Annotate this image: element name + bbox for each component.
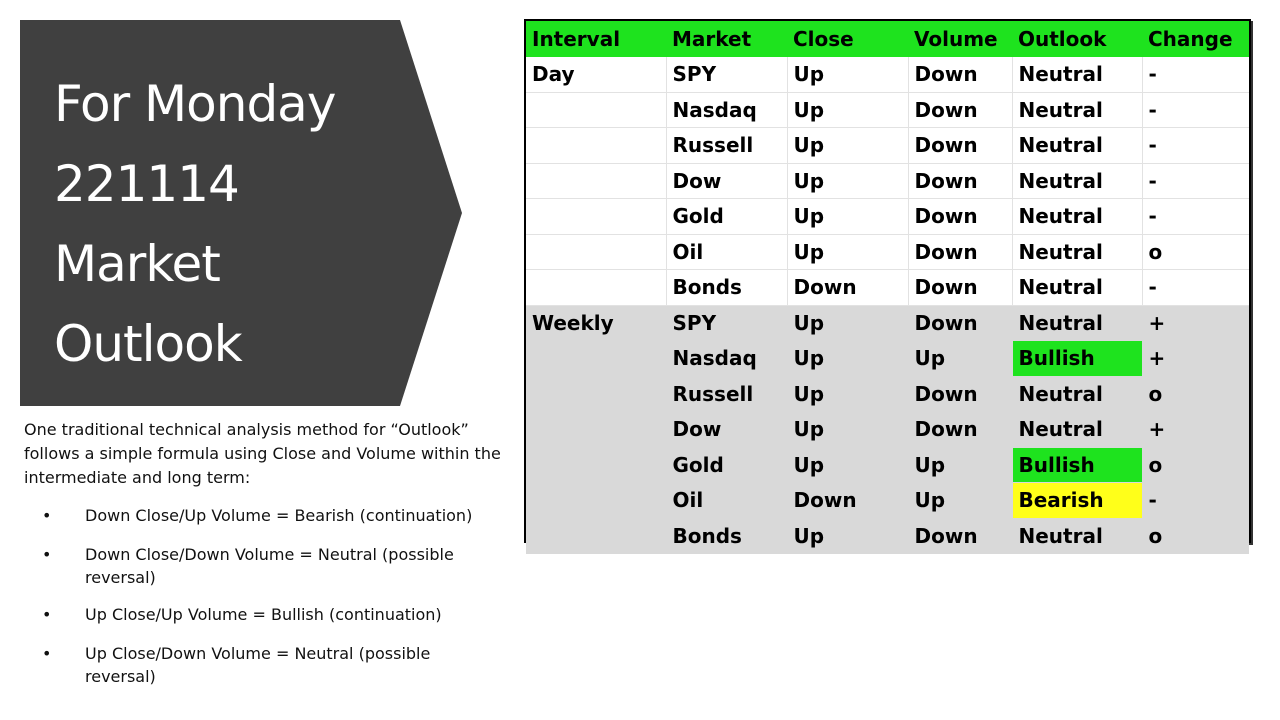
cell-close: Down — [787, 483, 908, 519]
cell-outlook: Neutral — [1012, 234, 1142, 270]
cell-market: Gold — [666, 199, 787, 235]
column-header-change: Change — [1142, 21, 1249, 57]
cell-close: Up — [787, 234, 908, 270]
cell-market: SPY — [666, 305, 787, 341]
cell-volume: Down — [908, 234, 1012, 270]
cell-interval — [526, 518, 666, 554]
cell-close: Up — [787, 57, 908, 92]
cell-outlook: Neutral — [1012, 57, 1142, 92]
cell-market: Nasdaq — [666, 341, 787, 377]
cell-interval — [526, 128, 666, 164]
cell-change: + — [1142, 341, 1249, 377]
cell-interval — [526, 163, 666, 199]
cell-volume: Up — [908, 341, 1012, 377]
cell-close: Up — [787, 376, 908, 412]
table-body — [526, 57, 1249, 554]
cell-volume: Down — [908, 128, 1012, 164]
cell-outlook: Neutral — [1012, 199, 1142, 235]
cell-outlook: Bearish — [1012, 483, 1142, 519]
rule-text: Down Close/Down Volume = Neutral (possible reversal) — [85, 545, 454, 587]
cell-change: + — [1142, 412, 1249, 448]
cell-outlook: Neutral — [1012, 270, 1142, 306]
table-row — [526, 412, 1249, 448]
cell-interval — [526, 199, 666, 235]
cell-volume: Up — [908, 447, 1012, 483]
rule-text: Up Close/Down Volume = Neutral (possible reversal) — [85, 644, 431, 686]
cell-market: Russell — [666, 376, 787, 412]
cell-interval — [526, 234, 666, 270]
rule-item — [40, 504, 500, 527]
cell-close: Up — [787, 128, 908, 164]
cell-change: o — [1142, 376, 1249, 412]
cell-interval — [526, 447, 666, 483]
cell-outlook: Neutral — [1012, 163, 1142, 199]
table-row — [526, 305, 1249, 341]
cell-market: Bonds — [666, 518, 787, 554]
cell-market: Nasdaq — [666, 92, 787, 128]
cell-interval — [526, 412, 666, 448]
cell-volume: Down — [908, 199, 1012, 235]
cell-outlook: Bullish — [1012, 341, 1142, 377]
cell-volume: Down — [908, 270, 1012, 306]
table-row — [526, 57, 1249, 92]
bullet-icon: • — [42, 545, 52, 564]
cell-change: o — [1142, 447, 1249, 483]
cell-change: - — [1142, 57, 1249, 92]
cell-volume: Down — [908, 376, 1012, 412]
cell-outlook: Neutral — [1012, 128, 1142, 164]
slide-title-line-1: For Monday — [54, 75, 336, 133]
cell-change: - — [1142, 270, 1249, 306]
cell-volume: Down — [908, 518, 1012, 554]
column-header-volume: Volume — [908, 21, 1012, 57]
cell-close: Up — [787, 447, 908, 483]
table-row — [526, 199, 1249, 235]
cell-market: Gold — [666, 447, 787, 483]
cell-outlook: Neutral — [1012, 376, 1142, 412]
table-row — [526, 341, 1249, 377]
cell-interval — [526, 270, 666, 306]
rule-text: Up Close/Up Volume = Bullish (continuation) — [85, 605, 442, 624]
outlook-rules-list — [40, 504, 500, 688]
table-row — [526, 270, 1249, 306]
table-row — [526, 128, 1249, 164]
cell-volume: Up — [908, 483, 1012, 519]
cell-change: o — [1142, 234, 1249, 270]
cell-market: Oil — [666, 483, 787, 519]
cell-market: SPY — [666, 57, 787, 92]
table-row — [526, 163, 1249, 199]
cell-interval — [526, 483, 666, 519]
rule-item — [40, 603, 500, 626]
cell-close: Up — [787, 518, 908, 554]
cell-close: Up — [787, 199, 908, 235]
market-outlook-table-container — [524, 19, 1251, 548]
slide-title — [54, 64, 335, 384]
table-row — [526, 447, 1249, 483]
cell-market: Dow — [666, 163, 787, 199]
cell-volume: Down — [908, 163, 1012, 199]
cell-outlook: Bullish — [1012, 447, 1142, 483]
cell-change: - — [1142, 483, 1249, 519]
rule-item — [40, 543, 500, 589]
cell-interval — [526, 341, 666, 377]
cell-interval: Day — [526, 57, 666, 92]
cell-outlook: Neutral — [1012, 518, 1142, 554]
cell-outlook: Neutral — [1012, 92, 1142, 128]
cell-close: Up — [787, 163, 908, 199]
column-header-outlook: Outlook — [1012, 21, 1142, 57]
cell-outlook: Neutral — [1012, 412, 1142, 448]
table-header-row — [526, 21, 1249, 57]
cell-volume: Down — [908, 92, 1012, 128]
cell-outlook: Neutral — [1012, 305, 1142, 341]
intro-paragraph: One traditional technical analysis method for “Outlook” follows a simple formula using Close and Volume within the intermediate and long term: — [24, 420, 501, 487]
rule-text: Down Close/Up Volume = Bearish (continuation) — [85, 506, 473, 525]
cell-close: Up — [787, 305, 908, 341]
market-outlook-table — [526, 21, 1249, 554]
rule-item — [40, 642, 500, 688]
bullet-icon: • — [42, 644, 52, 663]
cell-market: Bonds — [666, 270, 787, 306]
column-header-close: Close — [787, 21, 908, 57]
title-banner — [20, 20, 462, 406]
cell-volume: Down — [908, 412, 1012, 448]
bullet-icon: • — [42, 605, 52, 624]
table-row — [526, 92, 1249, 128]
column-header-market: Market — [666, 21, 787, 57]
cell-close: Up — [787, 412, 908, 448]
cell-market: Russell — [666, 128, 787, 164]
cell-change: - — [1142, 199, 1249, 235]
bullet-icon: • — [42, 506, 52, 525]
table-row — [526, 518, 1249, 554]
cell-market: Oil — [666, 234, 787, 270]
column-header-interval: Interval — [526, 21, 666, 57]
table-row — [526, 376, 1249, 412]
cell-interval — [526, 92, 666, 128]
cell-interval — [526, 376, 666, 412]
cell-change: o — [1142, 518, 1249, 554]
table-row — [526, 483, 1249, 519]
cell-market: Dow — [666, 412, 787, 448]
cell-change: - — [1142, 92, 1249, 128]
cell-close: Up — [787, 341, 908, 377]
cell-change: - — [1142, 163, 1249, 199]
cell-volume: Down — [908, 57, 1012, 92]
cell-close: Down — [787, 270, 908, 306]
cell-volume: Down — [908, 305, 1012, 341]
table-row — [526, 234, 1249, 270]
cell-close: Up — [787, 92, 908, 128]
slide-title-line-4: Outlook — [54, 315, 242, 373]
cell-interval: Weekly — [526, 305, 666, 341]
cell-change: + — [1142, 305, 1249, 341]
slide-title-line-3: Market — [54, 235, 220, 293]
cell-change: - — [1142, 128, 1249, 164]
slide-title-line-2: 221114 — [54, 155, 239, 213]
